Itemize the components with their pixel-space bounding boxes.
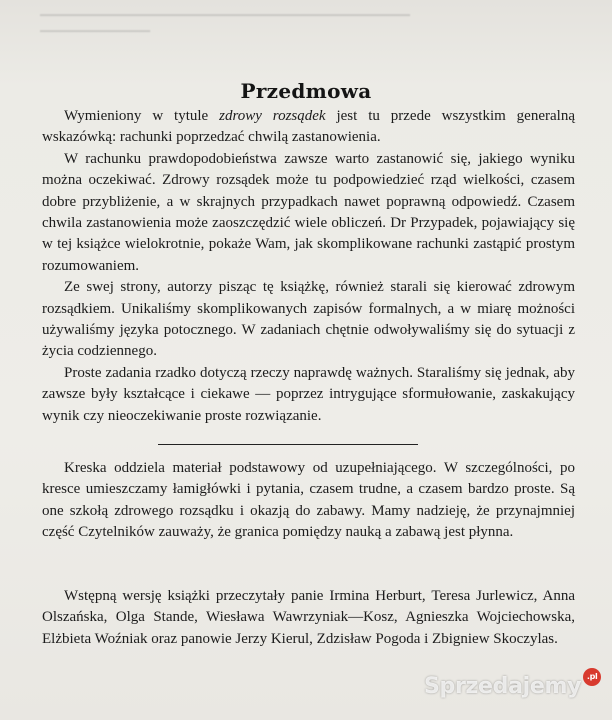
paragraph: Wstępną wersję książki przeczytały panie Irmina Herburt, Teresa Jurlewicz, Anna Olszańska, Olga Stande, Wiesława Wawrzyniak—Kosz, Agnieszka Wojciechowska, Elżbieta Woźniak oraz panowie Jerzy Kierul, Zdzisław Pogoda i Zbigniew Skoczylas. (42, 588, 575, 647)
watermark-tld-badge: .pl (583, 668, 601, 686)
paragraph: Proste zadania rzadko dotyczą rzeczy naprawdę ważnych. Staraliśmy się jednak, aby zawsze były kształcące i ciekawe — poprzez intrygujące sformułowanie, zaskakujący wynik czy nieoczekiwanie proste rozwiązanie. (42, 364, 575, 424)
paragraph: Kreska oddziela materiał podstawowy od uzupełniającego. W szczególności, po kresce umieszczamy łamigłówki i pytania, czasem trudne, a czasem bardzo proste. Są one szkołą zdrowego rozsądku i okazją do zabawy. Mamy nadzieję, że przynajmniej część Czytelników zauważy, że granica pomiędzy nauką a zabawą jest płynna. (42, 460, 575, 541)
preface-main-text (42, 106, 575, 427)
supplementary-note (42, 458, 575, 544)
watermark-brand: Sprzedajemy (424, 674, 582, 699)
paragraph: W rachunku prawdopodobieństwa zawsze warto zastanowić się, jakiego wyniku można oczekiwać. Zdrowy rozsądek może tu podpowiedzieć rząd wielkości, czasem dobre przybliżenie, a w skrajnych przypadkach nawet poprawną odpowiedź. Czasem chwila zastanowienia może zaoszczędzić wiele obliczeń. Dr Przypadek, pojawiający się w tej książce wielokrotnie, pokaże Wam, jak skomplikowane rachunki zastąpić prostym rozumowaniem. (42, 150, 575, 274)
acknowledgements (42, 586, 575, 650)
show-through-text: ▁▁▁▁▁▁▁▁▁▁▁▁▁▁▁▁▁▁▁▁▁▁▁▁▁▁▁▁▁▁▁▁▁▁▁▁▁ ▁▁▁▁▁▁▁▁▁▁▁ (40, 2, 410, 33)
paragraph: Ze swej strony, autorzy pisząc tę książkę, również starali się kierować zdrowym rozsądkiem. Unikaliśmy skomplikowanych zapisów formalnych, a w miarę możności używaliśmy języka potocznego. W zadaniach chętnie odwoływaliśmy się do sytuacji z życia codziennego. (42, 279, 575, 360)
section-divider-line (158, 444, 418, 445)
sprzedajemy-watermark (424, 674, 601, 699)
italic-phrase: zdrowy rozsądek (219, 108, 326, 124)
page-title: Przedmowa (240, 79, 372, 104)
paragraph: Wymieniony w tytule zdrowy rozsądek jest tu przede wszystkim generalną wskazówką: rachunki poprzedzać chwilą zastanowienia. (42, 108, 575, 146)
